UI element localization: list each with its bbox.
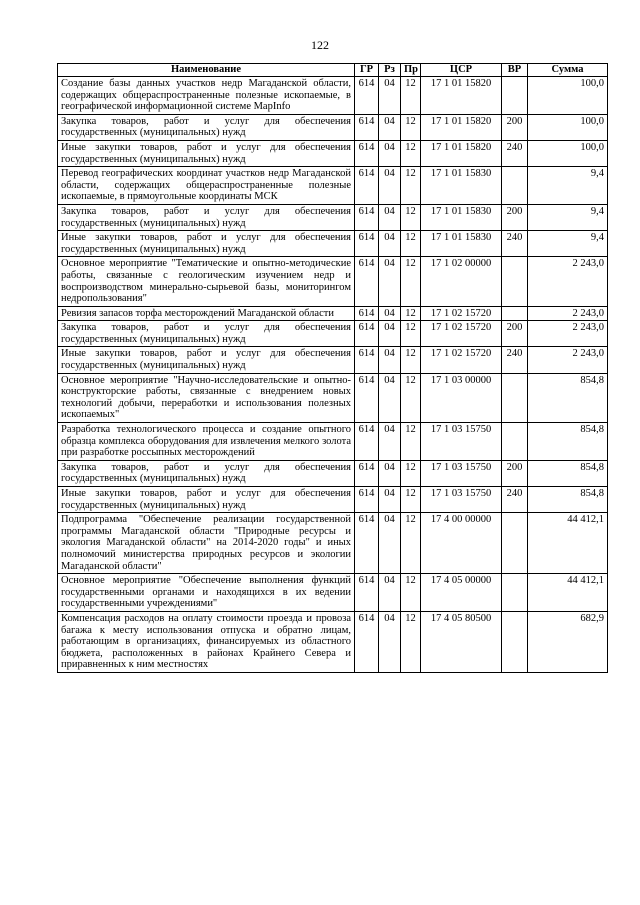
table-row	[58, 513, 608, 574]
cell-vr	[502, 423, 528, 461]
table-row	[58, 231, 608, 257]
table-row	[58, 574, 608, 612]
cell-name: Подпрограмма "Обеспечение реализации государственной программы Магаданской области "Природные ресурсы и экология Магаданской области" на 2014-2020 годы" и иных полномочий министерства природных ресурсов и экологии Магаданской области"	[58, 513, 355, 574]
cell-sum: 2 243,0	[528, 321, 608, 347]
cell-rz: 04	[379, 460, 401, 486]
cell-pr: 12	[401, 140, 421, 166]
cell-rz: 04	[379, 321, 401, 347]
cell-sum: 44 412,1	[528, 513, 608, 574]
cell-vr	[502, 611, 528, 672]
cell-vr	[502, 574, 528, 612]
cell-csr: 17 1 01 15830	[421, 231, 502, 257]
cell-gr: 614	[355, 460, 379, 486]
cell-rz: 04	[379, 140, 401, 166]
cell-csr: 17 1 03 15750	[421, 487, 502, 513]
cell-vr	[502, 513, 528, 574]
cell-name: Основное мероприятие "Тематические и опытно-методические работы, связанные с геологическим изучением недр и воспроизводством минерально-сырьевой базы, мониторингом недропользования"	[58, 257, 355, 306]
cell-pr: 12	[401, 423, 421, 461]
table-body	[58, 77, 608, 673]
cell-sum: 854,8	[528, 487, 608, 513]
cell-sum: 44 412,1	[528, 574, 608, 612]
cell-gr: 614	[355, 373, 379, 422]
cell-pr: 12	[401, 114, 421, 140]
cell-pr: 12	[401, 574, 421, 612]
cell-name: Иные закупки товаров, работ и услуг для обеспечения государственных (муниципальных) нужд	[58, 231, 355, 257]
cell-gr: 614	[355, 140, 379, 166]
table-row	[58, 257, 608, 306]
cell-csr: 17 1 02 15720	[421, 306, 502, 321]
cell-gr: 614	[355, 487, 379, 513]
cell-rz: 04	[379, 574, 401, 612]
cell-rz: 04	[379, 347, 401, 373]
cell-csr: 17 4 00 00000	[421, 513, 502, 574]
cell-rz: 04	[379, 204, 401, 230]
cell-name: Иные закупки товаров, работ и услуг для обеспечения государственных (муниципальных) нужд	[58, 140, 355, 166]
cell-rz: 04	[379, 487, 401, 513]
cell-sum: 854,8	[528, 460, 608, 486]
cell-rz: 04	[379, 513, 401, 574]
cell-sum: 9,4	[528, 167, 608, 205]
cell-vr: 240	[502, 231, 528, 257]
cell-name: Иные закупки товаров, работ и услуг для обеспечения государственных (муниципальных) нужд	[58, 347, 355, 373]
cell-pr: 12	[401, 77, 421, 115]
table-row	[58, 460, 608, 486]
cell-vr	[502, 167, 528, 205]
cell-gr: 614	[355, 513, 379, 574]
table-row	[58, 321, 608, 347]
cell-sum: 100,0	[528, 114, 608, 140]
cell-vr: 240	[502, 487, 528, 513]
cell-csr: 17 4 05 80500	[421, 611, 502, 672]
cell-rz: 04	[379, 77, 401, 115]
cell-pr: 12	[401, 611, 421, 672]
header-rz: Рз	[379, 64, 401, 77]
cell-rz: 04	[379, 373, 401, 422]
table-row	[58, 77, 608, 115]
cell-name: Закупка товаров, работ и услуг для обеспечения государственных (муниципальных) нужд	[58, 114, 355, 140]
cell-pr: 12	[401, 373, 421, 422]
cell-gr: 614	[355, 423, 379, 461]
cell-gr: 614	[355, 257, 379, 306]
table-row	[58, 167, 608, 205]
cell-name: Закупка товаров, работ и услуг для обеспечения государственных (муниципальных) нужд	[58, 204, 355, 230]
cell-csr: 17 1 01 15830	[421, 204, 502, 230]
cell-gr: 614	[355, 77, 379, 115]
cell-pr: 12	[401, 231, 421, 257]
cell-sum: 9,4	[528, 204, 608, 230]
cell-csr: 17 1 03 00000	[421, 373, 502, 422]
cell-pr: 12	[401, 257, 421, 306]
cell-gr: 614	[355, 611, 379, 672]
cell-pr: 12	[401, 513, 421, 574]
cell-sum: 2 243,0	[528, 306, 608, 321]
table-row	[58, 114, 608, 140]
header-sum: Сумма	[528, 64, 608, 77]
cell-sum: 682,9	[528, 611, 608, 672]
cell-csr: 17 1 01 15820	[421, 114, 502, 140]
cell-vr	[502, 373, 528, 422]
cell-rz: 04	[379, 231, 401, 257]
cell-csr: 17 1 02 15720	[421, 347, 502, 373]
cell-vr: 240	[502, 347, 528, 373]
cell-name: Создание базы данных участков недр Магаданской области, содержащих общераспространенные полезные ископаемые, в географической информационной системе MapInfo	[58, 77, 355, 115]
cell-sum: 100,0	[528, 77, 608, 115]
table-row	[58, 140, 608, 166]
table-row	[58, 423, 608, 461]
cell-vr: 200	[502, 204, 528, 230]
cell-rz: 04	[379, 423, 401, 461]
cell-gr: 614	[355, 306, 379, 321]
table-row	[58, 373, 608, 422]
cell-name: Перевод географических координат участков недр Магаданской области, содержащих общераспространенные полезные ископаемые, в прямоугольные координаты МСК	[58, 167, 355, 205]
header-vr: ВР	[502, 64, 528, 77]
cell-rz: 04	[379, 306, 401, 321]
cell-csr: 17 1 01 15830	[421, 167, 502, 205]
cell-pr: 12	[401, 347, 421, 373]
cell-pr: 12	[401, 204, 421, 230]
page-number: 122	[311, 38, 329, 52]
cell-pr: 12	[401, 306, 421, 321]
cell-sum: 2 243,0	[528, 257, 608, 306]
cell-vr	[502, 306, 528, 321]
cell-csr: 17 1 02 15720	[421, 321, 502, 347]
cell-vr	[502, 257, 528, 306]
table-row	[58, 611, 608, 672]
cell-gr: 614	[355, 204, 379, 230]
budget-table	[57, 63, 608, 673]
cell-gr: 614	[355, 231, 379, 257]
cell-csr: 17 1 03 15750	[421, 460, 502, 486]
cell-name: Разработка технологического процесса и создание опытного образца комплекса оборудования для извлечения мелкого золота при разработке россыпных месторождений	[58, 423, 355, 461]
cell-vr: 240	[502, 140, 528, 166]
cell-gr: 614	[355, 574, 379, 612]
cell-vr: 200	[502, 114, 528, 140]
cell-sum: 2 243,0	[528, 347, 608, 373]
cell-rz: 04	[379, 611, 401, 672]
cell-csr: 17 1 03 15750	[421, 423, 502, 461]
cell-name: Иные закупки товаров, работ и услуг для обеспечения государственных (муниципальных) нужд	[58, 487, 355, 513]
cell-name: Компенсация расходов на оплату стоимости проезда и провоза багажа к месту использования отпуска и обратно лицам, работающим в организациях, финансируемых из областного бюджета, расположенных в районах Крайнего Севера и приравненных к ним местностях	[58, 611, 355, 672]
cell-sum: 854,8	[528, 373, 608, 422]
cell-vr: 200	[502, 460, 528, 486]
table-header-row	[58, 64, 608, 77]
cell-sum: 854,8	[528, 423, 608, 461]
header-gr: ГР	[355, 64, 379, 77]
cell-pr: 12	[401, 487, 421, 513]
cell-rz: 04	[379, 257, 401, 306]
cell-rz: 04	[379, 167, 401, 205]
header-csr: ЦСР	[421, 64, 502, 77]
cell-pr: 12	[401, 167, 421, 205]
cell-vr	[502, 77, 528, 115]
table-row	[58, 204, 608, 230]
table-row	[58, 487, 608, 513]
cell-gr: 614	[355, 347, 379, 373]
cell-gr: 614	[355, 167, 379, 205]
cell-csr: 17 1 01 15820	[421, 140, 502, 166]
cell-name: Основное мероприятие "Обеспечение выполнения функций государственными органами и находящихся в их ведении государственными учреждениями"	[58, 574, 355, 612]
header-name: Наименование	[58, 64, 355, 77]
cell-rz: 04	[379, 114, 401, 140]
cell-vr: 200	[502, 321, 528, 347]
cell-name: Основное мероприятие "Научно-исследовательские и опытно-конструкторские работы, связанные с внедрением новых технологий добычи, переработки и использования полезных ископаемых"	[58, 373, 355, 422]
cell-name: Закупка товаров, работ и услуг для обеспечения государственных (муниципальных) нужд	[58, 460, 355, 486]
cell-csr: 17 4 05 00000	[421, 574, 502, 612]
header-pr: Пр	[401, 64, 421, 77]
cell-gr: 614	[355, 321, 379, 347]
cell-sum: 100,0	[528, 140, 608, 166]
cell-gr: 614	[355, 114, 379, 140]
table-row	[58, 347, 608, 373]
cell-name: Закупка товаров, работ и услуг для обеспечения государственных (муниципальных) нужд	[58, 321, 355, 347]
cell-pr: 12	[401, 321, 421, 347]
cell-pr: 12	[401, 460, 421, 486]
cell-name: Ревизия запасов торфа месторождений Магаданской области	[58, 306, 355, 321]
cell-sum: 9,4	[528, 231, 608, 257]
table-row	[58, 306, 608, 321]
cell-csr: 17 1 02 00000	[421, 257, 502, 306]
cell-csr: 17 1 01 15820	[421, 77, 502, 115]
